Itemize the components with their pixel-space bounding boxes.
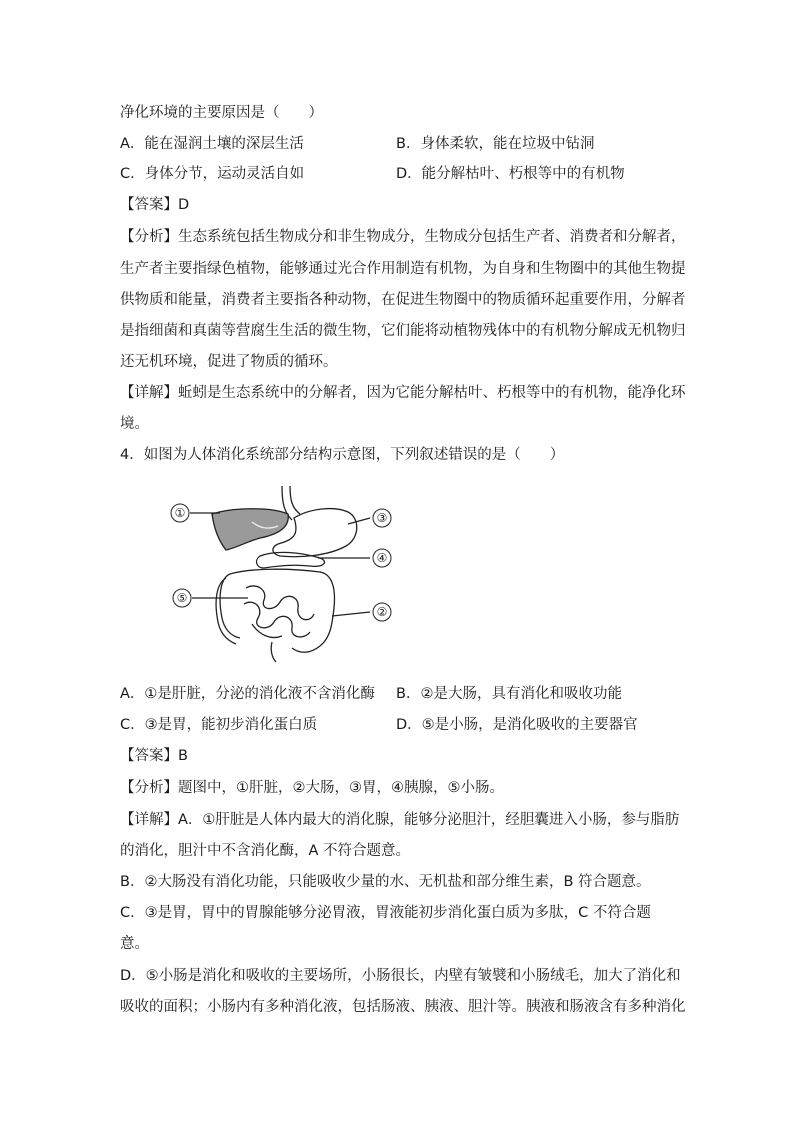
- diagram-label-3: ③: [376, 511, 388, 525]
- q3-option-b: B．身体柔软，能在垃圾中钻洞: [396, 136, 595, 152]
- q4-option-d: D．⑤是小肠，是消化吸收的主要器官: [396, 717, 638, 733]
- q3-option-c: C．身体分节，运动灵活自如: [120, 166, 305, 182]
- digestive-system-diagram: [160, 478, 400, 664]
- pancreas-shape: [257, 552, 325, 568]
- diagram-label-4: ④: [376, 551, 388, 565]
- q3-stem: 净化环境的主要原因是（ ）: [120, 105, 323, 121]
- large-intestine-shape: [220, 574, 240, 638]
- q4-detail-line: 吸收的面积；小肠内有多种消化液，包括肠液、胰液、胆汁等。胰液和肠液含有多种消化: [120, 999, 686, 1015]
- q4-answer: 【答案】B: [120, 748, 188, 764]
- q4-detail-line: D．⑤小肠是消化和吸收的主要场所，小肠很长，内壁有皱襞和小肠绒毛，加大了消化和: [120, 968, 681, 984]
- q3-analysis-line: 还无机环境，促进了物质的循环。: [120, 354, 338, 370]
- q4-detail-line: 【详解】A．①肝脏是人体内最大的消化腺，能够分泌胆汁，经胆囊进入小肠，参与脂肪: [120, 812, 680, 828]
- q3-option-d: D．能分解枯叶、朽根等中的有机物: [396, 166, 625, 182]
- diagram-label-2: ②: [376, 605, 388, 619]
- q3-analysis-line: 是指细菌和真菌等营腐生生活的微生物，它们能将动植物残体中的有机物分解成无机物归: [120, 323, 686, 339]
- small-intestine-shape: [246, 586, 314, 620]
- diagram-label-1: ①: [174, 506, 186, 520]
- q4-analysis: 【分析】题图中，①肝脏，②大肠，③胃，④胰腺，⑤小肠。: [120, 780, 504, 796]
- q3-analysis-line: 【分析】生态系统包括生物成分和非生物成分，生物成分包括生产者、消费者和分解者，: [120, 229, 686, 245]
- q4-option-a: A．①是肝脏，分泌的消化液不含消化酶: [120, 686, 375, 702]
- liver-shape: [212, 509, 288, 550]
- q4-option-b: B．②是大肠，具有消化和吸收功能: [396, 686, 622, 702]
- q3-detail-line: 境。: [120, 416, 149, 432]
- q3-analysis-line: 供物质和能量，消费者主要指各种动物，在促进生物圈中的物质循环起重要作用，分解者: [120, 292, 686, 308]
- q4-stem: 4．如图为人体消化系统部分结构示意图，下列叙述错误的是（ ）: [120, 447, 565, 463]
- diagram-label-5: ⑤: [176, 591, 188, 605]
- q3-detail-line: 【详解】蚯蚓是生态系统中的分解者，因为它能分解枯叶、朽根等中的有机物，能净化环: [120, 385, 686, 401]
- q4-detail-line: 意。: [120, 936, 149, 952]
- q4-option-c: C．③是胃，能初步消化蛋白质: [120, 717, 318, 733]
- q4-detail-line: 的消化，胆汁中不含消化酶，A 不符合题意。: [120, 843, 411, 859]
- q4-detail-line: C．③是胃，胃中的胃腺能够分泌胃液，胃液能初步消化蛋白质为多肽，C 不符合题: [120, 905, 651, 921]
- q4-detail-line: B．②大肠没有消化功能，只能吸收少量的水、无机盐和部分维生素，B 符合题意。: [120, 874, 651, 890]
- q3-answer: 【答案】D: [120, 197, 190, 213]
- q3-option-a: A．能在湿润土壤的深层生活: [120, 136, 304, 152]
- q3-analysis-line: 生产者主要指绿色植物，能够通过光合作用制造有机物，为自身和生物圈中的其他生物提: [120, 261, 686, 277]
